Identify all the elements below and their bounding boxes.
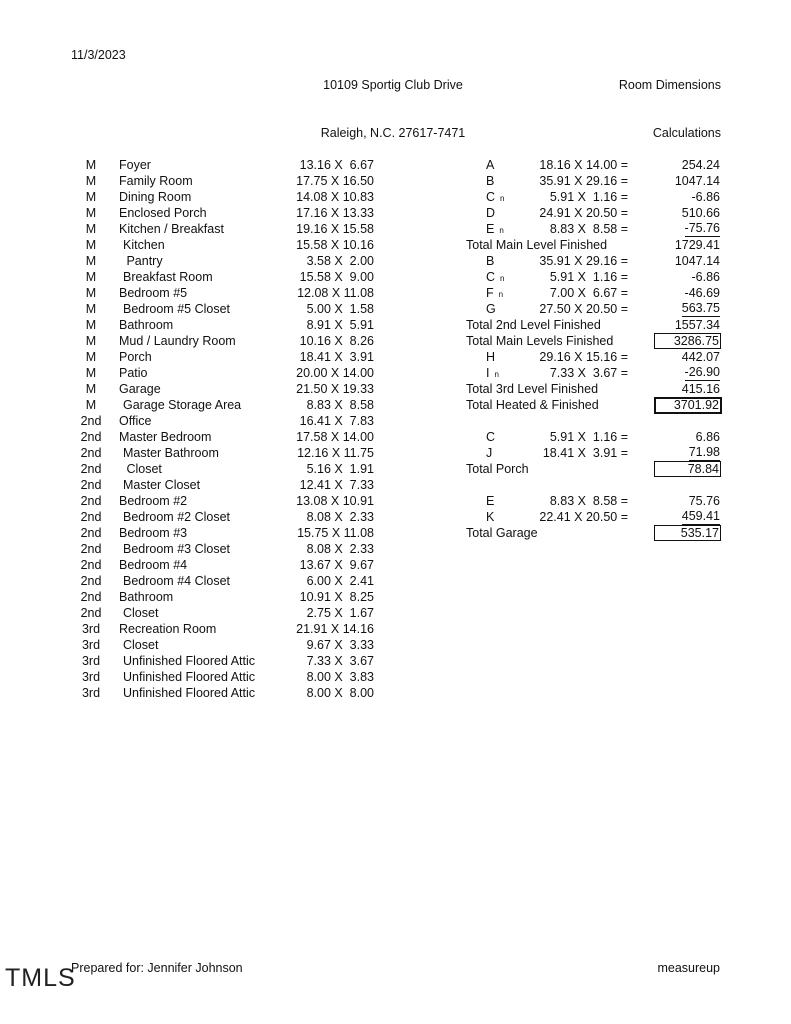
calc-label: A	[486, 158, 495, 172]
calc-value: 510.66	[681, 206, 720, 220]
report-title	[619, 45, 721, 157]
room-name: Unfinished Floored Attic	[123, 686, 256, 700]
calc-value: 75.76	[688, 494, 720, 508]
room-level: M	[85, 174, 97, 188]
room-name: Bedroom #5 Closet	[123, 302, 231, 316]
room-level: 3rd	[81, 638, 101, 652]
room-name: Pantry	[123, 254, 163, 268]
room-dimensions: 6.00 X 2.41	[306, 574, 374, 588]
calc-value: 254.24	[681, 158, 720, 172]
room-dimensions: 18.41 X 3.91	[299, 350, 374, 364]
room-name: Garage Storage Area	[123, 398, 242, 412]
calc-value: -6.86	[691, 190, 720, 204]
room-name: Closet	[123, 606, 159, 620]
room-level: M	[85, 222, 97, 236]
calc-row	[466, 173, 722, 189]
calc-formula: 29.16 X 15.16 =	[539, 350, 628, 364]
room-dimensions: 10.16 X 8.26	[299, 334, 374, 348]
calc-value: -6.86	[691, 270, 720, 284]
room-name: Bedroom #4 Closet	[123, 574, 231, 588]
room-level: M	[85, 206, 97, 220]
calc-label-sub: n	[498, 290, 504, 299]
area-calculations-table	[466, 157, 722, 541]
address-line-1: 10109 Sportig Club Drive	[323, 78, 463, 92]
report-date: 11/3/2023	[71, 48, 126, 62]
room-level: M	[85, 270, 97, 284]
calc-value: 6.86	[695, 430, 720, 444]
calc-formula: 5.91 X 1.16 =	[549, 190, 628, 204]
room-dimensions: 20.00 X 14.00	[296, 366, 374, 380]
room-dimensions: 16.41 X 7.83	[299, 414, 374, 428]
room-name: Office	[119, 414, 152, 428]
room-name: Master Bedroom	[119, 430, 212, 444]
room-name: Bathroom	[119, 318, 174, 332]
calc-value: -46.69	[684, 286, 720, 300]
calc-label: D	[486, 206, 496, 220]
room-dimensions: 10.91 X 8.25	[299, 590, 374, 604]
calc-row	[466, 493, 722, 509]
calc-row	[466, 221, 722, 237]
room-level: 2nd	[80, 446, 102, 460]
room-dimensions: 15.58 X 9.00	[299, 270, 374, 284]
calc-label: Cn	[486, 190, 505, 204]
room-dimensions: 13.16 X 6.67	[299, 158, 374, 172]
room-name: Kitchen / Breakfast	[119, 222, 224, 236]
total-label: Total Main Levels Finished	[466, 334, 614, 348]
room-dimensions: 15.58 X 10.16	[296, 238, 374, 252]
calc-value: 563.75	[681, 301, 720, 315]
calc-label: In	[486, 366, 499, 380]
company-name: measureup	[657, 961, 720, 975]
room-name: Bedroom #2	[119, 494, 188, 508]
calc-row	[466, 365, 722, 381]
room-name: Closet	[123, 638, 159, 652]
room-name: Master Closet	[123, 478, 201, 492]
room-name: Family Room	[119, 174, 193, 188]
calc-value: 71.98	[688, 445, 720, 459]
room-name: Recreation Room	[119, 622, 217, 636]
room-dimensions: 3.58 X 2.00	[306, 254, 374, 268]
room-name: Porch	[119, 350, 152, 364]
calc-formula: 24.91 X 20.50 =	[539, 206, 628, 220]
calc-total-row	[466, 381, 722, 397]
room-name: Breakfast Room	[123, 270, 213, 284]
room-dimensions: 13.67 X 9.67	[299, 558, 374, 572]
prepared-for: Prepared for: Jennifer Johnson	[71, 961, 243, 975]
room-name: Bathroom	[119, 590, 174, 604]
room-level: M	[85, 382, 97, 396]
room-name: Bedroom #2 Closet	[123, 510, 231, 524]
room-name: Unfinished Floored Attic	[123, 670, 256, 684]
calc-formula: 7.33 X 3.67 =	[549, 366, 628, 380]
room-name: Foyer	[119, 158, 151, 172]
calc-label: C	[486, 430, 496, 444]
calc-label-sub: n	[500, 274, 505, 283]
total-label: Total Garage	[466, 526, 538, 540]
calc-label: K	[486, 510, 495, 524]
room-name: Mud / Laundry Room	[119, 334, 236, 348]
room-dimensions: 8.00 X 8.00	[306, 686, 374, 700]
calc-row	[466, 509, 722, 525]
calc-label: B	[486, 174, 495, 188]
calc-row	[466, 253, 722, 269]
room-level: M	[85, 398, 97, 412]
room-name: Bedroom #3	[119, 526, 188, 540]
room-level: 2nd	[80, 494, 102, 508]
room-dimensions: 5.16 X 1.91	[306, 462, 374, 476]
report-title-line-2: Calculations	[652, 126, 721, 140]
report-title-line-1: Room Dimensions	[618, 78, 721, 92]
room-level: M	[85, 318, 97, 332]
calc-label-sub: n	[494, 370, 499, 379]
room-level: 2nd	[80, 574, 102, 588]
room-level: 3rd	[81, 622, 101, 636]
room-level: M	[85, 302, 97, 316]
total-value: 415.16	[681, 382, 720, 396]
room-dimensions: 21.91 X 14.16	[296, 622, 374, 636]
calc-formula: 22.41 X 20.50 =	[539, 510, 628, 524]
total-value: 3286.75	[654, 333, 721, 349]
room-dimensions: 9.67 X 3.33	[306, 638, 374, 652]
calc-row	[466, 205, 722, 221]
mls-logo: TMLS	[5, 964, 76, 992]
total-label: Total Porch	[466, 462, 529, 476]
room-dimensions: 2.75 X 1.67	[306, 606, 374, 620]
room-dimensions: 14.08 X 10.83	[296, 190, 374, 204]
calc-value: 1047.14	[674, 174, 720, 188]
calc-formula: 8.83 X 8.58 =	[549, 222, 628, 236]
room-level: 2nd	[80, 510, 102, 524]
calc-value: -26.90	[684, 365, 720, 379]
total-value: 535.17	[654, 525, 721, 541]
calc-formula: 35.91 X 29.16 =	[539, 174, 628, 188]
calc-label: En	[486, 222, 504, 236]
total-label: Total 2nd Level Finished	[466, 318, 601, 332]
calc-row	[466, 285, 722, 301]
room-level: 3rd	[81, 686, 101, 700]
calc-formula: 18.41 X 3.91 =	[542, 446, 628, 460]
room-level: 3rd	[81, 654, 101, 668]
calc-formula: 35.91 X 29.16 =	[539, 254, 628, 268]
room-name: Dining Room	[119, 190, 192, 204]
calc-formula: 18.16 X 14.00 =	[539, 158, 628, 172]
calc-total-row	[466, 237, 722, 253]
room-name: Garage	[119, 382, 161, 396]
calc-row	[466, 189, 722, 205]
calc-label-sub: n	[499, 226, 504, 235]
calc-spacer	[466, 413, 722, 429]
calc-value: 459.41	[681, 509, 720, 523]
room-level: M	[85, 238, 97, 252]
calc-label-sub: n	[500, 194, 505, 203]
room-level: 2nd	[80, 462, 102, 476]
room-dimensions: 5.00 X 1.58	[306, 302, 374, 316]
total-label: Total 3rd Level Finished	[466, 382, 599, 396]
calc-row	[466, 349, 722, 365]
calc-label: G	[486, 302, 496, 316]
room-level: 3rd	[81, 670, 101, 684]
total-label: Total Main Level Finished	[466, 238, 608, 252]
calc-row	[466, 429, 722, 445]
calc-total-row	[466, 461, 722, 477]
calc-row	[466, 301, 722, 317]
room-level: 2nd	[80, 526, 102, 540]
calc-label: E	[486, 494, 495, 508]
calc-label: J	[486, 446, 493, 460]
calc-formula: 7.00 X 6.67 =	[549, 286, 628, 300]
room-level: 2nd	[80, 430, 102, 444]
room-name: Closet	[123, 462, 162, 476]
room-dimensions: 8.83 X 8.58	[306, 398, 374, 412]
room-dimensions: 17.58 X 14.00	[296, 430, 374, 444]
room-dimensions: 12.08 X 11.08	[297, 286, 374, 300]
room-level: 2nd	[80, 558, 102, 572]
calc-row	[466, 269, 722, 285]
room-level: M	[85, 158, 97, 172]
calc-value: -75.76	[684, 221, 720, 235]
total-label: Total Heated & Finished	[466, 398, 599, 412]
room-level: 2nd	[80, 542, 102, 556]
room-name: Patio	[119, 366, 148, 380]
room-dimensions: 8.08 X 2.33	[306, 510, 374, 524]
room-dimensions: 7.33 X 3.67	[306, 654, 374, 668]
room-name: Master Bathroom	[123, 446, 219, 460]
calc-value: 442.07	[681, 350, 720, 364]
total-value: 1557.34	[674, 318, 720, 332]
room-level: 2nd	[80, 414, 102, 428]
room-dimensions: 13.08 X 10.91	[296, 494, 374, 508]
room-level: M	[85, 254, 97, 268]
room-dimensions: 19.16 X 15.58	[296, 222, 374, 236]
calc-label: Fn	[486, 286, 504, 300]
room-level: 2nd	[80, 606, 102, 620]
room-dimensions: 8.91 X 5.91	[306, 318, 374, 332]
calc-total-row	[466, 525, 722, 541]
calc-row	[466, 157, 722, 173]
room-level: 2nd	[80, 478, 102, 492]
room-level: 2nd	[80, 590, 102, 604]
calc-formula: 8.83 X 8.58 =	[549, 494, 628, 508]
room-dimensions: 17.75 X 16.50	[296, 174, 374, 188]
calc-label: Cn	[486, 270, 505, 284]
room-dimensions: 12.16 X 11.75	[297, 446, 374, 460]
total-value: 1729.41	[674, 238, 720, 252]
calc-label: H	[486, 350, 496, 364]
calc-total-row	[466, 397, 722, 413]
room-dimensions: 17.16 X 13.33	[296, 206, 374, 220]
room-level: M	[85, 350, 97, 364]
calc-formula: 5.91 X 1.16 =	[549, 270, 628, 284]
calc-total-row	[466, 317, 722, 333]
room-level: M	[85, 366, 97, 380]
room-level: M	[85, 286, 97, 300]
calc-spacer	[466, 477, 722, 493]
room-name: Unfinished Floored Attic	[123, 654, 256, 668]
total-value: 78.84	[654, 461, 721, 477]
room-dimensions: 8.08 X 2.33	[306, 542, 374, 556]
room-level: M	[85, 190, 97, 204]
room-dimensions: 8.00 X 3.83	[306, 670, 374, 684]
room-level: M	[85, 334, 97, 348]
room-dimensions: 15.75 X 11.08	[297, 526, 374, 540]
room-dimensions: 12.41 X 7.33	[299, 478, 374, 492]
calc-total-row	[466, 333, 722, 349]
room-name: Bedroom #4	[119, 558, 188, 572]
room-name: Enclosed Porch	[119, 206, 207, 220]
calc-value: 1047.14	[674, 254, 720, 268]
address-line-2: Raleigh, N.C. 27617-7471	[320, 126, 466, 140]
total-value: 3701.92	[654, 397, 722, 414]
calc-row	[466, 445, 722, 461]
room-dimensions: 21.50 X 19.33	[296, 382, 374, 396]
calc-formula: 5.91 X 1.16 =	[549, 430, 628, 444]
calc-formula: 27.50 X 20.50 =	[539, 302, 628, 316]
room-name: Bedroom #3 Closet	[123, 542, 231, 556]
room-name: Bedroom #5	[119, 286, 188, 300]
calc-label: B	[486, 254, 495, 268]
room-name: Kitchen	[123, 238, 165, 252]
